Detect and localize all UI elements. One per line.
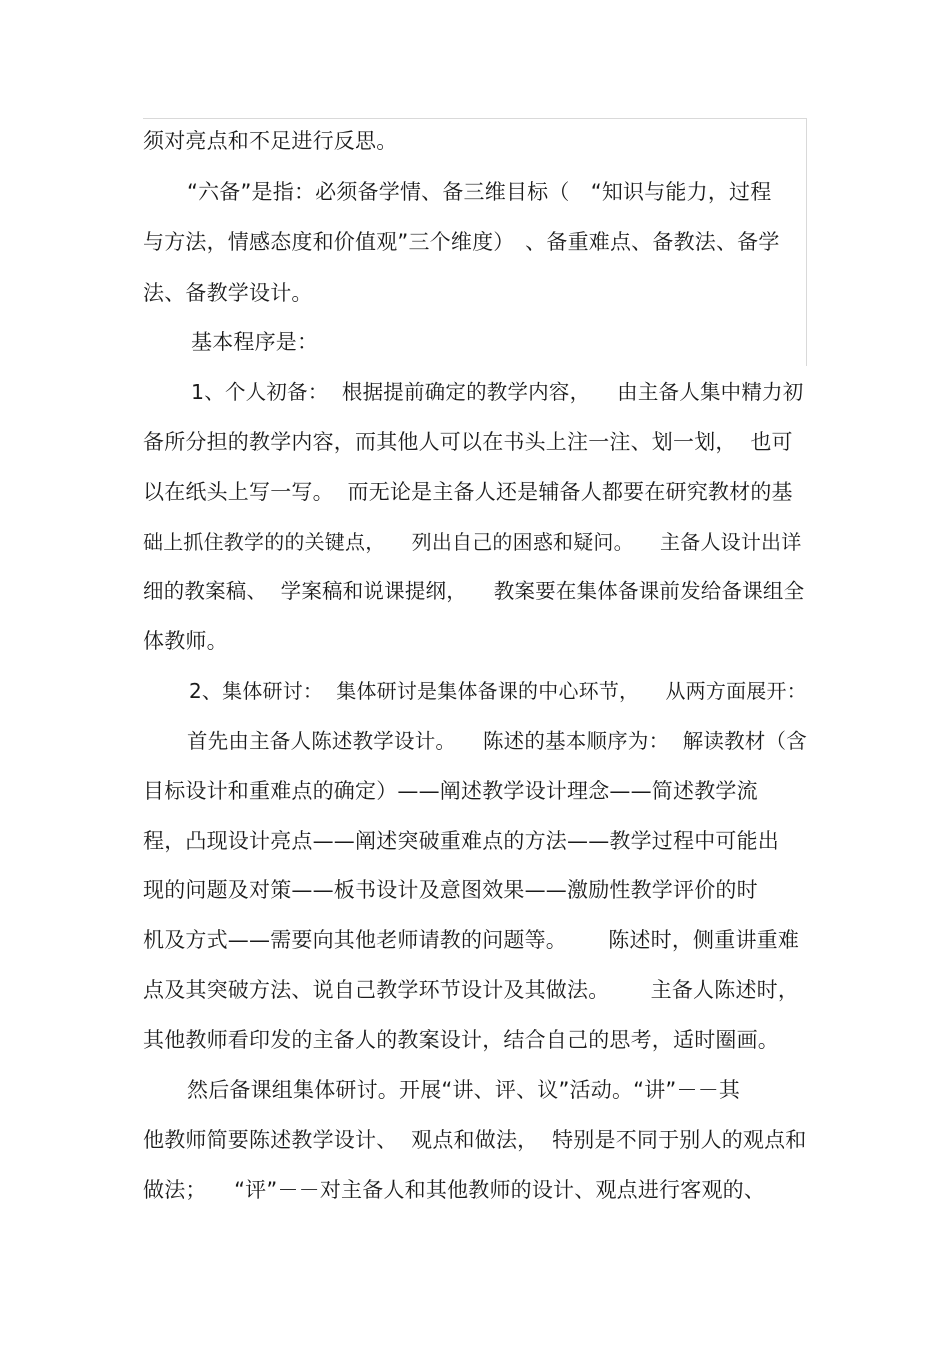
frame-right-rule	[806, 118, 807, 366]
text-line: 细的教案稿、 学案稿和说课提纲， 教案要在集体备课前发给备课组全	[143, 579, 805, 603]
text-line: 法、备教学设计。	[143, 281, 313, 305]
text-line: 点及其突破方法、说自己教学环节设计及其做法。 主备人陈述时，	[143, 978, 800, 1002]
text-line: 备所分担的教学内容，而其他人可以在书头上注一注、划一划， 也可	[143, 430, 793, 454]
text-line: 程，凸现设计亮点——阐述突破重难点的方法——教学过程中可能出	[143, 829, 779, 853]
text-line: 其他教师看印发的主备人的教案设计，结合自己的思考，适时圈画。	[143, 1028, 779, 1052]
text-line: 以在纸头上写一写。 而无论是主备人还是辅备人都要在研究教材的基	[143, 480, 793, 504]
text-line: 他教师简要陈述教学设计、 观点和做法， 特别是不同于别人的观点和	[143, 1128, 807, 1152]
text-line: 1、个人初备： 根据提前确定的教学内容， 由主备人集中精力初	[191, 380, 804, 404]
text-line: 首先由主备人陈述教学设计。 陈述的基本顺序为： 解读教材（含	[187, 729, 807, 753]
text-line: 须对亮点和不足进行反思。	[143, 129, 398, 153]
text-line: 目标设计和重难点的确定）——阐述教学设计理念——简述教学流	[143, 779, 758, 803]
text-line: 基本程序是：	[191, 330, 319, 354]
text-line: 2、集体研讨： 集体研讨是集体备课的中心环节， 从两方面展开：	[189, 679, 807, 703]
text-line: 础上抓住教学的的关键点， 列出自己的困惑和疑问。 主备人设计出详	[143, 530, 802, 554]
text-line: 现的问题及对策——板书设计及意图效果——激励性教学评价的时	[143, 878, 758, 902]
text-line: 做法； “评”－－对主备人和其他教师的设计、观点进行客观的、	[143, 1178, 766, 1202]
frame-top-rule	[143, 118, 807, 119]
text-line: 然后备课组集体研讨。开展“讲、评、议”活动。“讲”－－其	[187, 1078, 741, 1102]
text-line: 机及方式——需要向其他老师请教的问题等。 陈述时，侧重讲重难	[143, 928, 800, 952]
text-line: “六备”是指：必须备学情、备三维目标（ “知识与能力，过程	[187, 180, 772, 204]
text-line: 与方法，情感态度和价值观”三个维度） 、备重难点、备教法、备学	[143, 230, 780, 254]
text-line: 体教师。	[143, 629, 228, 653]
